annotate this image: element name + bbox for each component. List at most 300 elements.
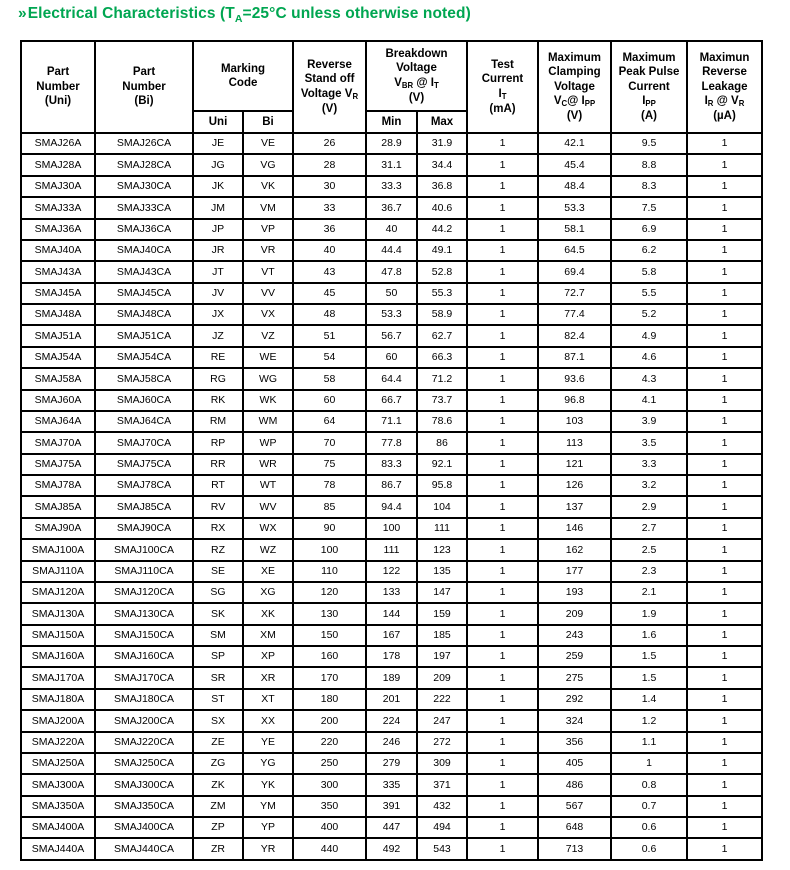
cell-marking-uni: RT: [193, 475, 243, 496]
cell-part-number-uni: SMAJ78A: [21, 475, 95, 496]
cell-breakdown-min: 94.4: [366, 496, 417, 517]
table-row: [21, 774, 762, 795]
table-row: [21, 561, 762, 582]
table-row: [21, 240, 762, 261]
cell-clamping-voltage: 42.1: [538, 133, 611, 154]
cell-breakdown-min: 86.7: [366, 475, 417, 496]
table-row: [21, 176, 762, 197]
table-row: [21, 283, 762, 304]
cell-standoff-voltage: 54: [293, 347, 366, 368]
cell-breakdown-min: 33.3: [366, 176, 417, 197]
cell-reverse-leakage: 1: [687, 325, 762, 346]
cell-breakdown-min: 492: [366, 838, 417, 860]
cell-peak-pulse-current: 0.6: [611, 838, 687, 860]
cell-breakdown-max: 272: [417, 732, 467, 753]
cell-breakdown-max: 209: [417, 667, 467, 688]
cell-marking-uni: JM: [193, 197, 243, 218]
cell-reverse-leakage: 1: [687, 176, 762, 197]
cell-marking-bi: VM: [243, 197, 293, 218]
cell-test-current: 1: [467, 133, 538, 154]
cell-marking-bi: WM: [243, 411, 293, 432]
cell-standoff-voltage: 36: [293, 219, 366, 240]
cell-marking-bi: YM: [243, 796, 293, 817]
cell-clamping-voltage: 58.1: [538, 219, 611, 240]
cell-part-number-bi: SMAJ440CA: [95, 838, 193, 860]
cell-breakdown-min: 335: [366, 774, 417, 795]
cell-peak-pulse-current: 6.2: [611, 240, 687, 261]
cell-marking-bi: VE: [243, 133, 293, 154]
cell-marking-bi: YE: [243, 732, 293, 753]
cell-standoff-voltage: 300: [293, 774, 366, 795]
cell-clamping-voltage: 324: [538, 710, 611, 731]
table-row: [21, 325, 762, 346]
cell-breakdown-min: 28.9: [366, 133, 417, 154]
cell-breakdown-min: 56.7: [366, 325, 417, 346]
cell-marking-bi: VX: [243, 304, 293, 325]
cell-marking-uni: JE: [193, 133, 243, 154]
cell-reverse-leakage: 1: [687, 667, 762, 688]
cell-peak-pulse-current: 2.3: [611, 561, 687, 582]
cell-breakdown-max: 86: [417, 432, 467, 453]
cell-clamping-voltage: 486: [538, 774, 611, 795]
cell-peak-pulse-current: 3.5: [611, 432, 687, 453]
cell-reverse-leakage: 1: [687, 732, 762, 753]
table-row: [21, 625, 762, 646]
cell-part-number-bi: SMAJ350CA: [95, 796, 193, 817]
cell-part-number-uni: SMAJ26A: [21, 133, 95, 154]
cell-standoff-voltage: 51: [293, 325, 366, 346]
cell-part-number-uni: SMAJ45A: [21, 283, 95, 304]
cell-breakdown-min: 144: [366, 603, 417, 624]
col-header-breakdown-max: Max: [417, 111, 467, 133]
table-row: [21, 753, 762, 774]
cell-breakdown-max: 44.2: [417, 219, 467, 240]
table-row: [21, 390, 762, 411]
cell-part-number-bi: SMAJ64CA: [95, 411, 193, 432]
cell-breakdown-min: 111: [366, 539, 417, 560]
cell-part-number-bi: SMAJ75CA: [95, 454, 193, 475]
cell-standoff-voltage: 180: [293, 689, 366, 710]
cell-test-current: 1: [467, 411, 538, 432]
cell-test-current: 1: [467, 753, 538, 774]
cell-part-number-bi: SMAJ85CA: [95, 496, 193, 517]
cell-marking-uni: ZG: [193, 753, 243, 774]
cell-clamping-voltage: 87.1: [538, 347, 611, 368]
cell-clamping-voltage: 648: [538, 817, 611, 838]
cell-standoff-voltage: 170: [293, 667, 366, 688]
cell-reverse-leakage: 1: [687, 561, 762, 582]
cell-part-number-bi: SMAJ36CA: [95, 219, 193, 240]
cell-marking-bi: XR: [243, 667, 293, 688]
cell-marking-uni: RX: [193, 518, 243, 539]
cell-part-number-uni: SMAJ440A: [21, 838, 95, 860]
table-body: [21, 133, 762, 860]
cell-marking-uni: SM: [193, 625, 243, 646]
cell-marking-bi: YG: [243, 753, 293, 774]
table-row: [21, 368, 762, 389]
cell-part-number-bi: SMAJ60CA: [95, 390, 193, 411]
cell-clamping-voltage: 72.7: [538, 283, 611, 304]
cell-standoff-voltage: 120: [293, 582, 366, 603]
cell-test-current: 1: [467, 796, 538, 817]
cell-peak-pulse-current: 7.5: [611, 197, 687, 218]
cell-test-current: 1: [467, 689, 538, 710]
table-row: [21, 197, 762, 218]
cell-marking-uni: SK: [193, 603, 243, 624]
cell-clamping-voltage: 126: [538, 475, 611, 496]
cell-peak-pulse-current: 1.4: [611, 689, 687, 710]
cell-test-current: 1: [467, 454, 538, 475]
cell-marking-uni: JR: [193, 240, 243, 261]
cell-reverse-leakage: 1: [687, 582, 762, 603]
cell-clamping-voltage: 162: [538, 539, 611, 560]
cell-standoff-voltage: 30: [293, 176, 366, 197]
cell-test-current: 1: [467, 667, 538, 688]
cell-part-number-uni: SMAJ220A: [21, 732, 95, 753]
cell-part-number-uni: SMAJ150A: [21, 625, 95, 646]
cell-peak-pulse-current: 1.5: [611, 646, 687, 667]
cell-test-current: 1: [467, 710, 538, 731]
cell-clamping-voltage: 177: [538, 561, 611, 582]
cell-peak-pulse-current: 3.2: [611, 475, 687, 496]
cell-breakdown-min: 40: [366, 219, 417, 240]
section-title: [18, 5, 471, 25]
cell-clamping-voltage: 45.4: [538, 154, 611, 175]
cell-clamping-voltage: 243: [538, 625, 611, 646]
cell-part-number-bi: SMAJ300CA: [95, 774, 193, 795]
cell-peak-pulse-current: 4.6: [611, 347, 687, 368]
table-row: [21, 475, 762, 496]
cell-reverse-leakage: 1: [687, 838, 762, 860]
table-row: [21, 219, 762, 240]
cell-peak-pulse-current: 5.2: [611, 304, 687, 325]
table-row: [21, 732, 762, 753]
cell-peak-pulse-current: 9.5: [611, 133, 687, 154]
cell-marking-bi: VZ: [243, 325, 293, 346]
col-header-reverse-leakage: Maximun Reverse Leakage $I_R$ @ $V_R$ (µA): [687, 41, 762, 133]
cell-marking-uni: SE: [193, 561, 243, 582]
cell-part-number-bi: SMAJ160CA: [95, 646, 193, 667]
cell-clamping-voltage: 405: [538, 753, 611, 774]
cell-reverse-leakage: 1: [687, 753, 762, 774]
cell-test-current: 1: [467, 539, 538, 560]
table-row: [21, 582, 762, 603]
cell-breakdown-max: 52.8: [417, 261, 467, 282]
cell-peak-pulse-current: 4.1: [611, 390, 687, 411]
cell-test-current: 1: [467, 774, 538, 795]
cell-part-number-uni: SMAJ85A: [21, 496, 95, 517]
cell-test-current: 1: [467, 475, 538, 496]
cell-breakdown-min: 133: [366, 582, 417, 603]
cell-reverse-leakage: 1: [687, 454, 762, 475]
cell-standoff-voltage: 78: [293, 475, 366, 496]
cell-breakdown-min: 60: [366, 347, 417, 368]
cell-marking-uni: ZE: [193, 732, 243, 753]
cell-breakdown-max: 49.1: [417, 240, 467, 261]
cell-marking-bi: YK: [243, 774, 293, 795]
cell-peak-pulse-current: 8.3: [611, 176, 687, 197]
cell-part-number-uni: SMAJ28A: [21, 154, 95, 175]
cell-marking-bi: WR: [243, 454, 293, 475]
cell-part-number-uni: SMAJ300A: [21, 774, 95, 795]
cell-clamping-voltage: 103: [538, 411, 611, 432]
cell-standoff-voltage: 33: [293, 197, 366, 218]
cell-breakdown-max: 92.1: [417, 454, 467, 475]
cell-standoff-voltage: 45: [293, 283, 366, 304]
cell-test-current: 1: [467, 732, 538, 753]
cell-breakdown-max: 111: [417, 518, 467, 539]
cell-breakdown-min: 189: [366, 667, 417, 688]
cell-part-number-uni: SMAJ43A: [21, 261, 95, 282]
cell-part-number-bi: SMAJ70CA: [95, 432, 193, 453]
cell-marking-uni: ZK: [193, 774, 243, 795]
cell-reverse-leakage: 1: [687, 411, 762, 432]
cell-peak-pulse-current: 1.6: [611, 625, 687, 646]
cell-standoff-voltage: 28: [293, 154, 366, 175]
cell-part-number-bi: SMAJ58CA: [95, 368, 193, 389]
cell-breakdown-max: 135: [417, 561, 467, 582]
cell-reverse-leakage: 1: [687, 432, 762, 453]
cell-standoff-voltage: 100: [293, 539, 366, 560]
cell-test-current: 1: [467, 603, 538, 624]
cell-part-number-bi: SMAJ26CA: [95, 133, 193, 154]
table-row: [21, 689, 762, 710]
cell-peak-pulse-current: 5.8: [611, 261, 687, 282]
cell-breakdown-min: 100: [366, 518, 417, 539]
cell-test-current: 1: [467, 561, 538, 582]
cell-part-number-uni: SMAJ30A: [21, 176, 95, 197]
cell-breakdown-min: 279: [366, 753, 417, 774]
cell-standoff-voltage: 350: [293, 796, 366, 817]
cell-part-number-bi: SMAJ200CA: [95, 710, 193, 731]
table-row: [21, 154, 762, 175]
cell-peak-pulse-current: 1: [611, 753, 687, 774]
cell-reverse-leakage: 1: [687, 154, 762, 175]
cell-breakdown-max: 197: [417, 646, 467, 667]
section-title-text: Electrical Characteristics ($T_A=25^\circ C$ unless otherwise noted): [27, 5, 471, 26]
cell-part-number-bi: SMAJ400CA: [95, 817, 193, 838]
cell-breakdown-min: 201: [366, 689, 417, 710]
cell-reverse-leakage: 1: [687, 625, 762, 646]
cell-part-number-bi: SMAJ48CA: [95, 304, 193, 325]
cell-marking-uni: JP: [193, 219, 243, 240]
col-header-marking-uni: Uni: [193, 111, 243, 133]
table-row: [21, 646, 762, 667]
cell-breakdown-min: 246: [366, 732, 417, 753]
cell-breakdown-max: 36.8: [417, 176, 467, 197]
cell-breakdown-max: 494: [417, 817, 467, 838]
cell-part-number-uni: SMAJ48A: [21, 304, 95, 325]
cell-marking-uni: SG: [193, 582, 243, 603]
cell-marking-uni: JZ: [193, 325, 243, 346]
cell-peak-pulse-current: 1.1: [611, 732, 687, 753]
cell-clamping-voltage: 64.5: [538, 240, 611, 261]
cell-reverse-leakage: 1: [687, 219, 762, 240]
col-header-standoff-voltage: Reverse Stand off Voltage $V_R$ (V): [293, 41, 366, 133]
cell-clamping-voltage: 713: [538, 838, 611, 860]
cell-peak-pulse-current: 1.5: [611, 667, 687, 688]
cell-breakdown-min: 53.3: [366, 304, 417, 325]
cell-standoff-voltage: 85: [293, 496, 366, 517]
cell-part-number-bi: SMAJ130CA: [95, 603, 193, 624]
cell-clamping-voltage: 121: [538, 454, 611, 475]
cell-breakdown-min: 391: [366, 796, 417, 817]
cell-marking-uni: RP: [193, 432, 243, 453]
cell-test-current: 1: [467, 219, 538, 240]
cell-part-number-uni: SMAJ350A: [21, 796, 95, 817]
cell-marking-uni: ST: [193, 689, 243, 710]
cell-test-current: 1: [467, 240, 538, 261]
cell-reverse-leakage: 1: [687, 390, 762, 411]
cell-breakdown-max: 104: [417, 496, 467, 517]
col-header-test-current: Test Current $I_T$ (mA): [467, 41, 538, 133]
col-header-marking-code: Marking Code: [193, 41, 293, 111]
cell-marking-uni: RE: [193, 347, 243, 368]
cell-part-number-bi: SMAJ150CA: [95, 625, 193, 646]
cell-part-number-uni: SMAJ64A: [21, 411, 95, 432]
cell-part-number-bi: SMAJ51CA: [95, 325, 193, 346]
cell-test-current: 1: [467, 261, 538, 282]
cell-breakdown-max: 247: [417, 710, 467, 731]
cell-part-number-uni: SMAJ200A: [21, 710, 95, 731]
cell-marking-bi: XT: [243, 689, 293, 710]
table-row: [21, 710, 762, 731]
cell-peak-pulse-current: 3.3: [611, 454, 687, 475]
cell-clamping-voltage: 209: [538, 603, 611, 624]
cell-test-current: 1: [467, 368, 538, 389]
cell-standoff-voltage: 400: [293, 817, 366, 838]
cell-breakdown-max: 55.3: [417, 283, 467, 304]
cell-breakdown-max: 66.3: [417, 347, 467, 368]
cell-clamping-voltage: 82.4: [538, 325, 611, 346]
cell-breakdown-min: 122: [366, 561, 417, 582]
cell-test-current: 1: [467, 646, 538, 667]
cell-marking-bi: XE: [243, 561, 293, 582]
cell-part-number-bi: SMAJ220CA: [95, 732, 193, 753]
cell-standoff-voltage: 75: [293, 454, 366, 475]
cell-breakdown-max: 543: [417, 838, 467, 860]
table-row: [21, 539, 762, 560]
cell-part-number-uni: SMAJ250A: [21, 753, 95, 774]
cell-peak-pulse-current: 4.9: [611, 325, 687, 346]
table-row: [21, 796, 762, 817]
cell-breakdown-min: 64.4: [366, 368, 417, 389]
cell-breakdown-max: 78.6: [417, 411, 467, 432]
cell-marking-bi: XG: [243, 582, 293, 603]
cell-part-number-bi: SMAJ33CA: [95, 197, 193, 218]
cell-test-current: 1: [467, 582, 538, 603]
cell-marking-bi: YP: [243, 817, 293, 838]
cell-standoff-voltage: 26: [293, 133, 366, 154]
table-row: [21, 838, 762, 860]
cell-peak-pulse-current: 3.9: [611, 411, 687, 432]
cell-reverse-leakage: 1: [687, 646, 762, 667]
cell-test-current: 1: [467, 432, 538, 453]
cell-standoff-voltage: 70: [293, 432, 366, 453]
cell-marking-bi: XM: [243, 625, 293, 646]
cell-clamping-voltage: 146: [538, 518, 611, 539]
cell-standoff-voltage: 200: [293, 710, 366, 731]
cell-breakdown-min: 66.7: [366, 390, 417, 411]
cell-breakdown-min: 36.7: [366, 197, 417, 218]
cell-standoff-voltage: 64: [293, 411, 366, 432]
col-header-peak-pulse-current: Maximum Peak Pulse Current $I_{PP}$ (A): [611, 41, 687, 133]
cell-reverse-leakage: 1: [687, 283, 762, 304]
cell-breakdown-max: 71.2: [417, 368, 467, 389]
cell-part-number-bi: SMAJ250CA: [95, 753, 193, 774]
cell-breakdown-min: 447: [366, 817, 417, 838]
cell-peak-pulse-current: 0.8: [611, 774, 687, 795]
cell-peak-pulse-current: 5.5: [611, 283, 687, 304]
cell-breakdown-max: 73.7: [417, 390, 467, 411]
cell-marking-bi: WP: [243, 432, 293, 453]
cell-marking-uni: JV: [193, 283, 243, 304]
cell-breakdown-max: 222: [417, 689, 467, 710]
cell-clamping-voltage: 53.3: [538, 197, 611, 218]
col-header-breakdown-min: Min: [366, 111, 417, 133]
cell-part-number-bi: SMAJ40CA: [95, 240, 193, 261]
cell-marking-bi: WK: [243, 390, 293, 411]
cell-breakdown-max: 34.4: [417, 154, 467, 175]
cell-breakdown-max: 123: [417, 539, 467, 560]
cell-marking-uni: RZ: [193, 539, 243, 560]
cell-marking-uni: ZR: [193, 838, 243, 860]
cell-reverse-leakage: 1: [687, 197, 762, 218]
cell-part-number-uni: SMAJ100A: [21, 539, 95, 560]
cell-part-number-bi: SMAJ45CA: [95, 283, 193, 304]
cell-marking-bi: WE: [243, 347, 293, 368]
cell-clamping-voltage: 113: [538, 432, 611, 453]
table-row: [21, 454, 762, 475]
cell-clamping-voltage: 259: [538, 646, 611, 667]
cell-part-number-uni: SMAJ170A: [21, 667, 95, 688]
col-header-marking-bi: Bi: [243, 111, 293, 133]
cell-marking-bi: XP: [243, 646, 293, 667]
cell-clamping-voltage: 137: [538, 496, 611, 517]
cell-reverse-leakage: 1: [687, 518, 762, 539]
cell-breakdown-max: 371: [417, 774, 467, 795]
cell-marking-uni: ZM: [193, 796, 243, 817]
cell-reverse-leakage: 1: [687, 240, 762, 261]
cell-part-number-uni: SMAJ70A: [21, 432, 95, 453]
cell-reverse-leakage: 1: [687, 817, 762, 838]
cell-part-number-uni: SMAJ58A: [21, 368, 95, 389]
table-row: [21, 667, 762, 688]
cell-test-current: 1: [467, 176, 538, 197]
cell-part-number-bi: SMAJ120CA: [95, 582, 193, 603]
cell-clamping-voltage: 356: [538, 732, 611, 753]
cell-clamping-voltage: 93.6: [538, 368, 611, 389]
cell-breakdown-min: 44.4: [366, 240, 417, 261]
cell-part-number-uni: SMAJ60A: [21, 390, 95, 411]
cell-marking-bi: VP: [243, 219, 293, 240]
cell-reverse-leakage: 1: [687, 475, 762, 496]
cell-test-current: 1: [467, 347, 538, 368]
cell-reverse-leakage: 1: [687, 774, 762, 795]
cell-standoff-voltage: 60: [293, 390, 366, 411]
table-row: [21, 347, 762, 368]
cell-reverse-leakage: 1: [687, 368, 762, 389]
cell-marking-uni: SP: [193, 646, 243, 667]
cell-standoff-voltage: 58: [293, 368, 366, 389]
cell-reverse-leakage: 1: [687, 710, 762, 731]
cell-clamping-voltage: 69.4: [538, 261, 611, 282]
cell-test-current: 1: [467, 496, 538, 517]
cell-standoff-voltage: 220: [293, 732, 366, 753]
cell-breakdown-max: 40.6: [417, 197, 467, 218]
cell-marking-bi: WV: [243, 496, 293, 517]
cell-part-number-bi: SMAJ90CA: [95, 518, 193, 539]
